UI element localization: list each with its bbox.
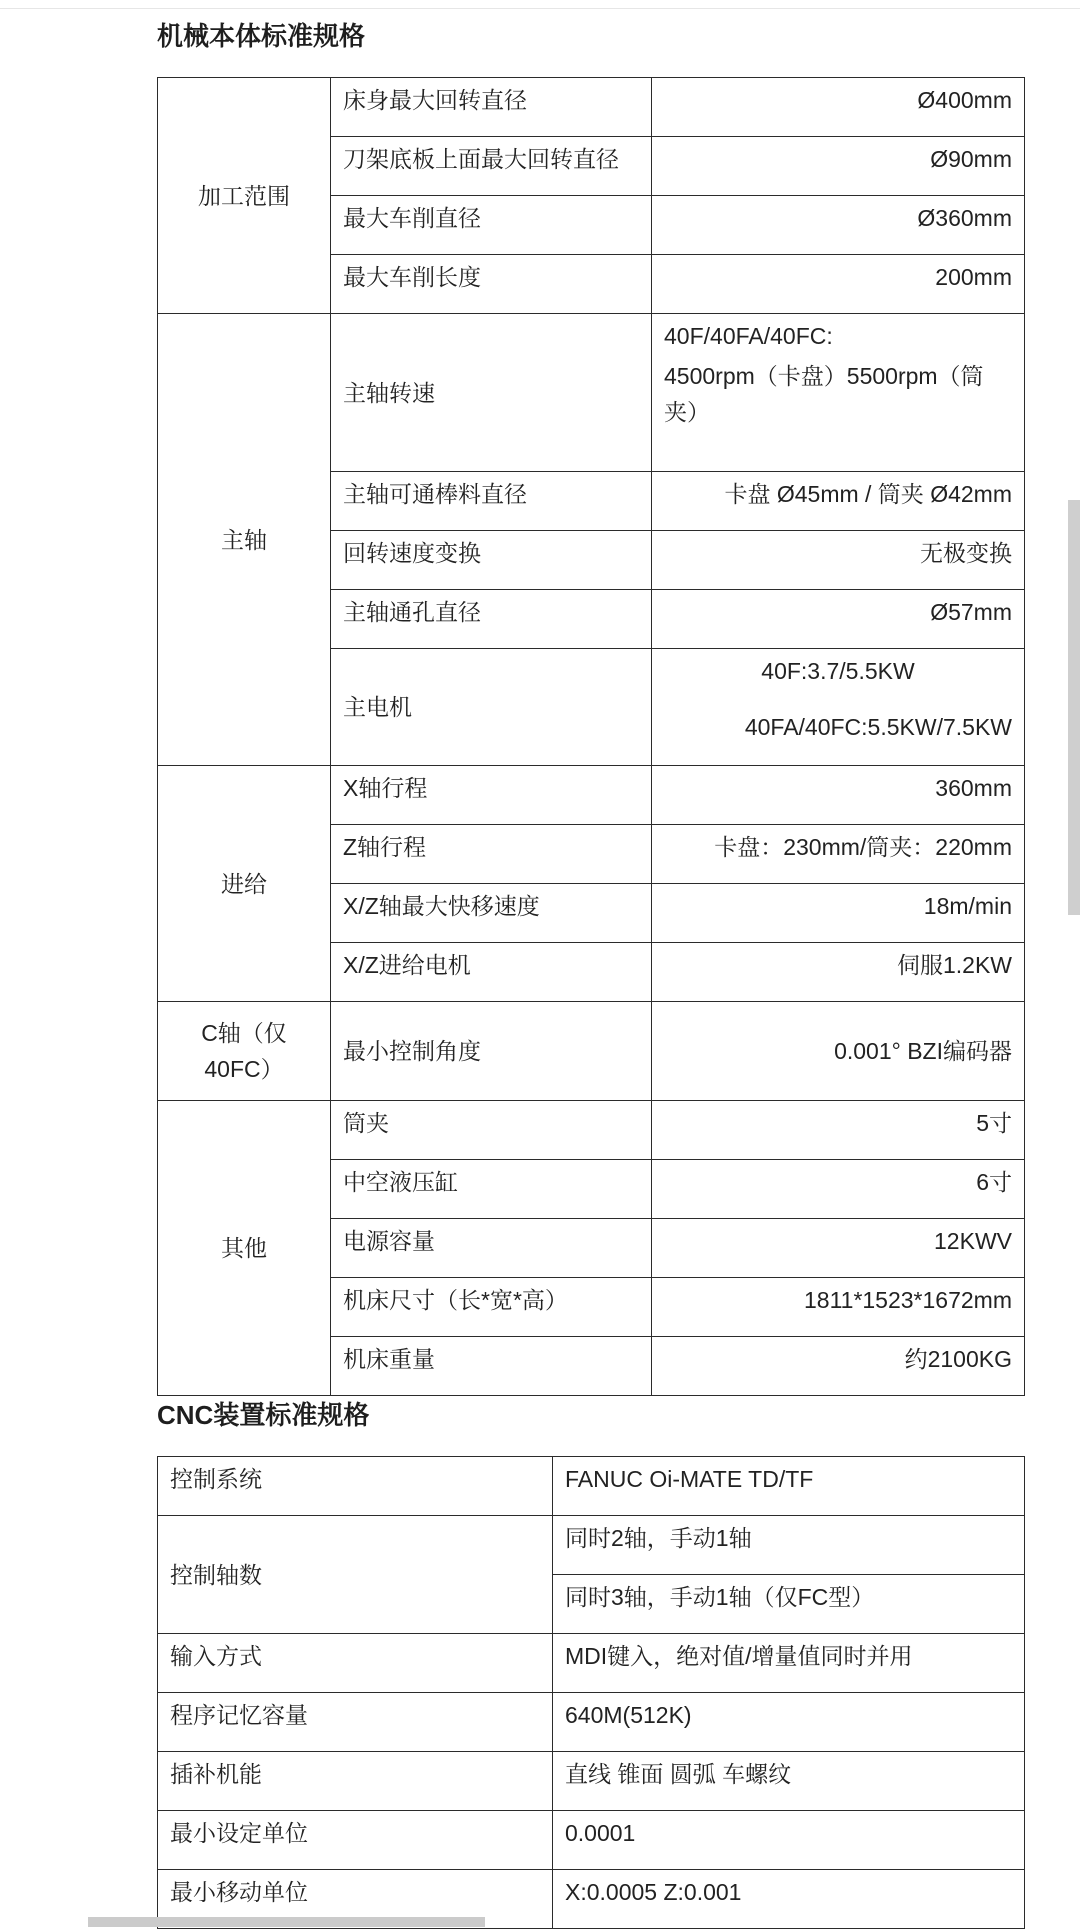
value-line: 40F:3.7/5.5KW — [761, 658, 915, 684]
cnc-label: 输入方式 — [158, 1634, 553, 1693]
cnc-label: 程序记忆容量 — [158, 1693, 553, 1752]
table-row — [158, 1693, 1025, 1752]
spec-value: 5寸 — [652, 1101, 1025, 1160]
table-row — [158, 78, 1025, 137]
spec-label: 主电机 — [331, 649, 652, 766]
spec-label: 回转速度变换 — [331, 531, 652, 590]
top-divider — [0, 8, 1080, 9]
spec-label: 机床重量 — [331, 1337, 652, 1396]
cnc-value: 同时2轴，手动1轴 — [553, 1516, 1025, 1575]
table-row — [158, 1634, 1025, 1693]
vertical-scrollbar[interactable] — [1068, 500, 1080, 915]
cnc-label: 最小移动单位 — [158, 1870, 553, 1929]
cnc-value: X:0.0005 Z:0.001 — [553, 1870, 1025, 1929]
cnc-label: 控制系统 — [158, 1457, 553, 1516]
table-row — [158, 1457, 1025, 1516]
spec-label: X/Z进给电机 — [331, 943, 652, 1002]
cnc-value: MDI键入，绝对值/增量值同时并用 — [553, 1634, 1025, 1693]
spec-label: 机床尺寸（长*宽*高） — [331, 1278, 652, 1337]
spec-value: 12KWV — [652, 1219, 1025, 1278]
table-row — [158, 766, 1025, 825]
spec-value: 18m/min — [652, 884, 1025, 943]
cnc-label: 最小设定单位 — [158, 1811, 553, 1870]
table-row — [158, 1752, 1025, 1811]
value-line: 40FA/40FC:5.5KW/7.5KW — [744, 714, 1012, 740]
table-row — [158, 1811, 1025, 1870]
cnc-value: 640M(512K) — [553, 1693, 1025, 1752]
table-row — [158, 1516, 1025, 1575]
spec-value: Ø90mm — [652, 137, 1025, 196]
cnc-value: 0.0001 — [553, 1811, 1025, 1870]
cnc-label: 控制轴数 — [158, 1516, 553, 1634]
spec-label: 最大车削长度 — [331, 255, 652, 314]
spec-value: 无极变换 — [652, 531, 1025, 590]
spec-value: 约2100KG — [652, 1337, 1025, 1396]
spec-label: 电源容量 — [331, 1219, 652, 1278]
group-cell: C轴（仅40FC） — [158, 1002, 331, 1101]
spec-value: 伺服1.2KW — [652, 943, 1025, 1002]
spec-value: Ø57mm — [652, 590, 1025, 649]
spec-value: 200mm — [652, 255, 1025, 314]
horizontal-scrollbar[interactable] — [88, 1917, 485, 1927]
cnc-value: 同时3轴，手动1轴（仅FC型） — [553, 1575, 1025, 1634]
spec-label: 最大车削直径 — [331, 196, 652, 255]
spec-label: 主轴可通棒料直径 — [331, 472, 652, 531]
section-title-machine-spec: 机械本体标准规格 — [157, 21, 366, 51]
spec-value: 1811*1523*1672mm — [652, 1278, 1025, 1337]
spec-value: Ø400mm — [652, 78, 1025, 137]
spec-label: X/Z轴最大快移速度 — [331, 884, 652, 943]
spec-value: Ø360mm — [652, 196, 1025, 255]
spec-label: 中空液压缸 — [331, 1160, 652, 1219]
cnc-value: 直线 锥面 圆弧 车螺纹 — [553, 1752, 1025, 1811]
group-cell: 加工范围 — [158, 78, 331, 314]
table-row — [158, 1002, 1025, 1101]
section-title-cnc-spec: CNC装置标准规格 — [157, 1400, 370, 1430]
machine-spec-table — [157, 77, 1025, 1396]
spec-label: 刀架底板上面最大回转直径 — [331, 137, 652, 196]
spec-value: 卡盘 Ø45mm / 筒夹 Ø42mm — [652, 472, 1025, 531]
spec-value: 6寸 — [652, 1160, 1025, 1219]
cnc-spec-table — [157, 1456, 1025, 1929]
spec-value: 360mm — [652, 766, 1025, 825]
spec-label: 床身最大回转直径 — [331, 78, 652, 137]
spec-label: 最小控制角度 — [331, 1002, 652, 1101]
spec-value — [652, 649, 1025, 766]
cnc-label: 插补机能 — [158, 1752, 553, 1811]
spec-value — [652, 314, 1025, 472]
group-cell: 进给 — [158, 766, 331, 1002]
table-row — [158, 1101, 1025, 1160]
spec-label: Z轴行程 — [331, 825, 652, 884]
group-cell: 主轴 — [158, 314, 331, 766]
spec-label: 主轴通孔直径 — [331, 590, 652, 649]
spec-value: 0.001° BZI编码器 — [652, 1002, 1025, 1101]
table-row — [158, 314, 1025, 472]
spec-label: 筒夹 — [331, 1101, 652, 1160]
value-line: 40F/40FA/40FC: — [664, 323, 833, 349]
value-line: 4500rpm（卡盘）5500rpm（筒夹） — [664, 363, 984, 425]
cnc-value: FANUC Oi-MATE TD/TF — [553, 1457, 1025, 1516]
spec-value: 卡盘：230mm/筒夹：220mm — [652, 825, 1025, 884]
spec-label: X轴行程 — [331, 766, 652, 825]
spec-label: 主轴转速 — [331, 314, 652, 472]
group-cell: 其他 — [158, 1101, 331, 1396]
